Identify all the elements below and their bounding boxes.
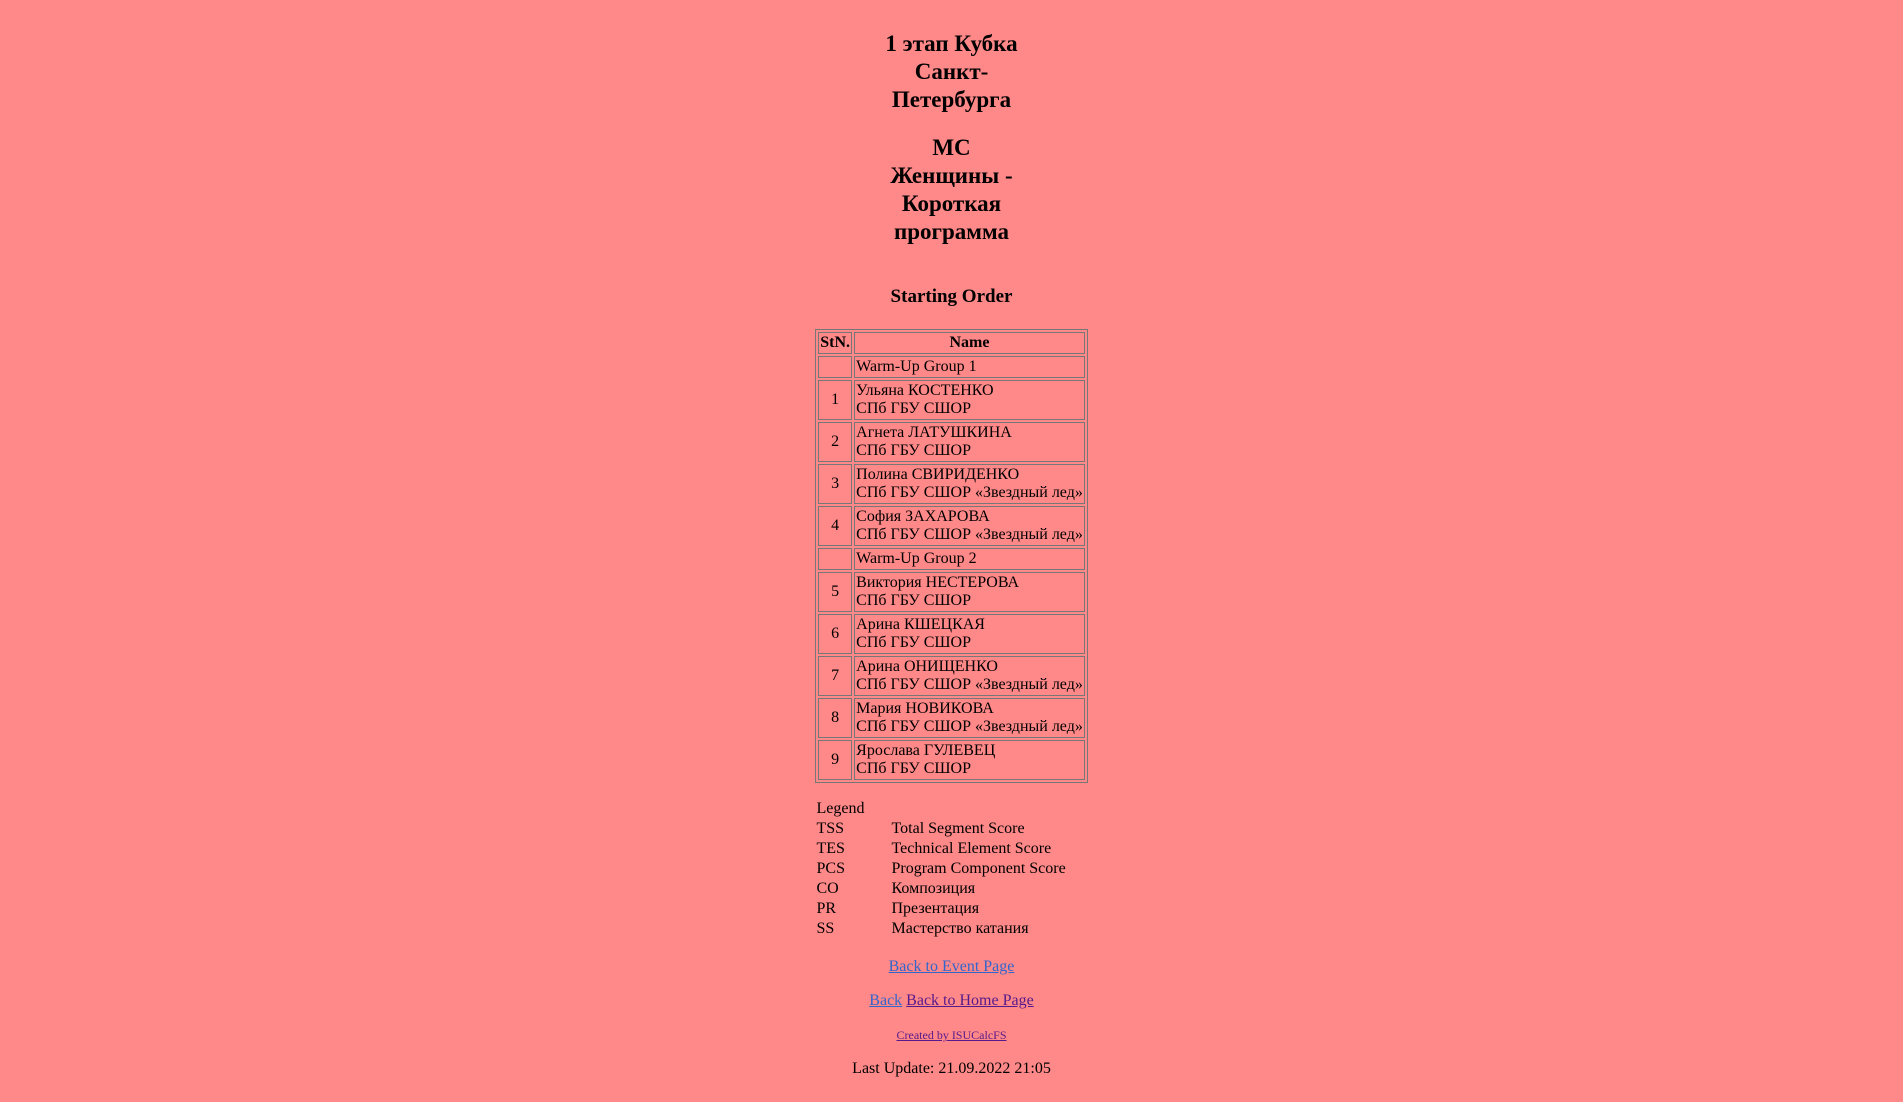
table-row xyxy=(818,614,1085,654)
start-number: 3 xyxy=(818,464,852,504)
legend-description: Program Component Score xyxy=(891,860,1066,877)
legend-table xyxy=(817,799,1087,939)
skater-club: СПб ГБУ СШОР xyxy=(856,592,971,609)
back-link[interactable]: Back xyxy=(869,992,903,1009)
last-update: Last Update: 21.09.2022 21:05 xyxy=(852,1060,1051,1077)
start-number: 8 xyxy=(818,698,852,738)
start-number: 9 xyxy=(818,740,852,780)
skater-club: СПб ГБУ СШОР xyxy=(856,400,971,417)
skater-cell xyxy=(854,740,1085,780)
skater-name: Ульяна КОСТЕНКО xyxy=(856,382,994,399)
starting-order-table xyxy=(815,329,1088,783)
start-number: 7 xyxy=(818,656,852,696)
event-title: 1 этап Кубка Санкт-Петербурга xyxy=(885,31,1018,112)
warm-up-group-label: Warm-Up Group 2 xyxy=(854,548,1085,570)
start-number: 6 xyxy=(818,614,852,654)
page-content xyxy=(802,0,1102,1079)
group-number-cell xyxy=(818,356,852,378)
legend-title: Legend xyxy=(816,800,865,817)
skater-club: СПб ГБУ СШОР «Звездный лед» xyxy=(856,676,1083,693)
skater-name: Агнета ЛАТУШКИНА xyxy=(856,424,1012,441)
legend-abbr: TES xyxy=(816,840,845,857)
table-row xyxy=(818,656,1085,696)
table-row xyxy=(818,464,1085,504)
table-header-row xyxy=(818,332,1085,354)
start-number-header: StN. xyxy=(818,332,852,354)
warm-up-group-row xyxy=(818,548,1085,570)
table-row xyxy=(818,506,1085,546)
skater-name: Виктория НЕСТЕРОВА xyxy=(856,574,1020,591)
table-row xyxy=(818,572,1085,612)
legend-description: Композиция xyxy=(891,880,976,897)
table-row xyxy=(818,698,1085,738)
skater-club: СПб ГБУ СШОР «Звездный лед» xyxy=(856,718,1083,735)
legend-description: Total Segment Score xyxy=(891,820,1025,837)
skater-cell xyxy=(854,422,1085,462)
section-title: Starting Order xyxy=(890,286,1013,307)
skater-cell xyxy=(854,464,1085,504)
table-body xyxy=(818,356,1085,780)
skater-cell xyxy=(854,572,1085,612)
warm-up-group-label: Warm-Up Group 1 xyxy=(854,356,1085,378)
skater-name: Полина СВИРИДЕНКО xyxy=(856,466,1020,483)
legend-abbr: TSS xyxy=(816,820,845,837)
start-number: 1 xyxy=(818,380,852,420)
skater-name: Арина ОНИЩЕНКО xyxy=(856,658,998,675)
skater-club: СПб ГБУ СШОР xyxy=(856,760,971,777)
legend-abbr: PCS xyxy=(816,860,845,877)
legend-item xyxy=(817,899,1087,919)
legend-item xyxy=(817,919,1087,939)
skater-cell xyxy=(854,506,1085,546)
table-row xyxy=(818,422,1085,462)
skater-name: Арина КШЕЦКАЯ xyxy=(856,616,985,633)
group-number-cell xyxy=(818,548,852,570)
created-by-link[interactable]: Created by ISUCalcFS xyxy=(896,1028,1007,1042)
category-title: МС Женщины - Короткая программа xyxy=(890,135,1013,244)
back-to-event-link[interactable]: Back to Event Page xyxy=(888,958,1015,975)
skater-club: СПб ГБУ СШОР xyxy=(856,442,971,459)
legend-item xyxy=(817,859,1087,879)
skater-name: София ЗАХАРОВА xyxy=(856,508,990,525)
skater-club: СПб ГБУ СШОР «Звездный лед» xyxy=(856,526,1083,543)
skater-club: СПб ГБУ СШОР «Звездный лед» xyxy=(856,484,1083,501)
warm-up-group-row xyxy=(818,356,1085,378)
legend-item xyxy=(817,819,1087,839)
skater-cell xyxy=(854,614,1085,654)
skater-cell xyxy=(854,380,1085,420)
skater-cell xyxy=(854,698,1085,738)
skater-club: СПб ГБУ СШОР xyxy=(856,634,971,651)
legend-abbr: CO xyxy=(816,880,839,897)
legend-abbr: PR xyxy=(816,900,837,917)
legend-item xyxy=(817,879,1087,899)
legend-abbr: SS xyxy=(816,920,835,937)
navigation-links xyxy=(802,957,1102,1045)
skater-name: Ярослава ГУЛЕВЕЦ xyxy=(856,742,996,759)
table-row xyxy=(818,380,1085,420)
legend-description: Technical Element Score xyxy=(891,840,1052,857)
name-header: Name xyxy=(854,332,1085,354)
start-number: 4 xyxy=(818,506,852,546)
back-to-home-link[interactable]: Back to Home Page xyxy=(906,992,1034,1009)
skater-cell xyxy=(854,656,1085,696)
skater-name: Мария НОВИКОВА xyxy=(856,700,994,717)
legend-item xyxy=(817,839,1087,859)
legend-description: Презентация xyxy=(891,900,980,917)
start-number: 5 xyxy=(818,572,852,612)
start-number: 2 xyxy=(818,422,852,462)
table-row xyxy=(818,740,1085,780)
legend-description: Мастерство катания xyxy=(891,920,1029,937)
